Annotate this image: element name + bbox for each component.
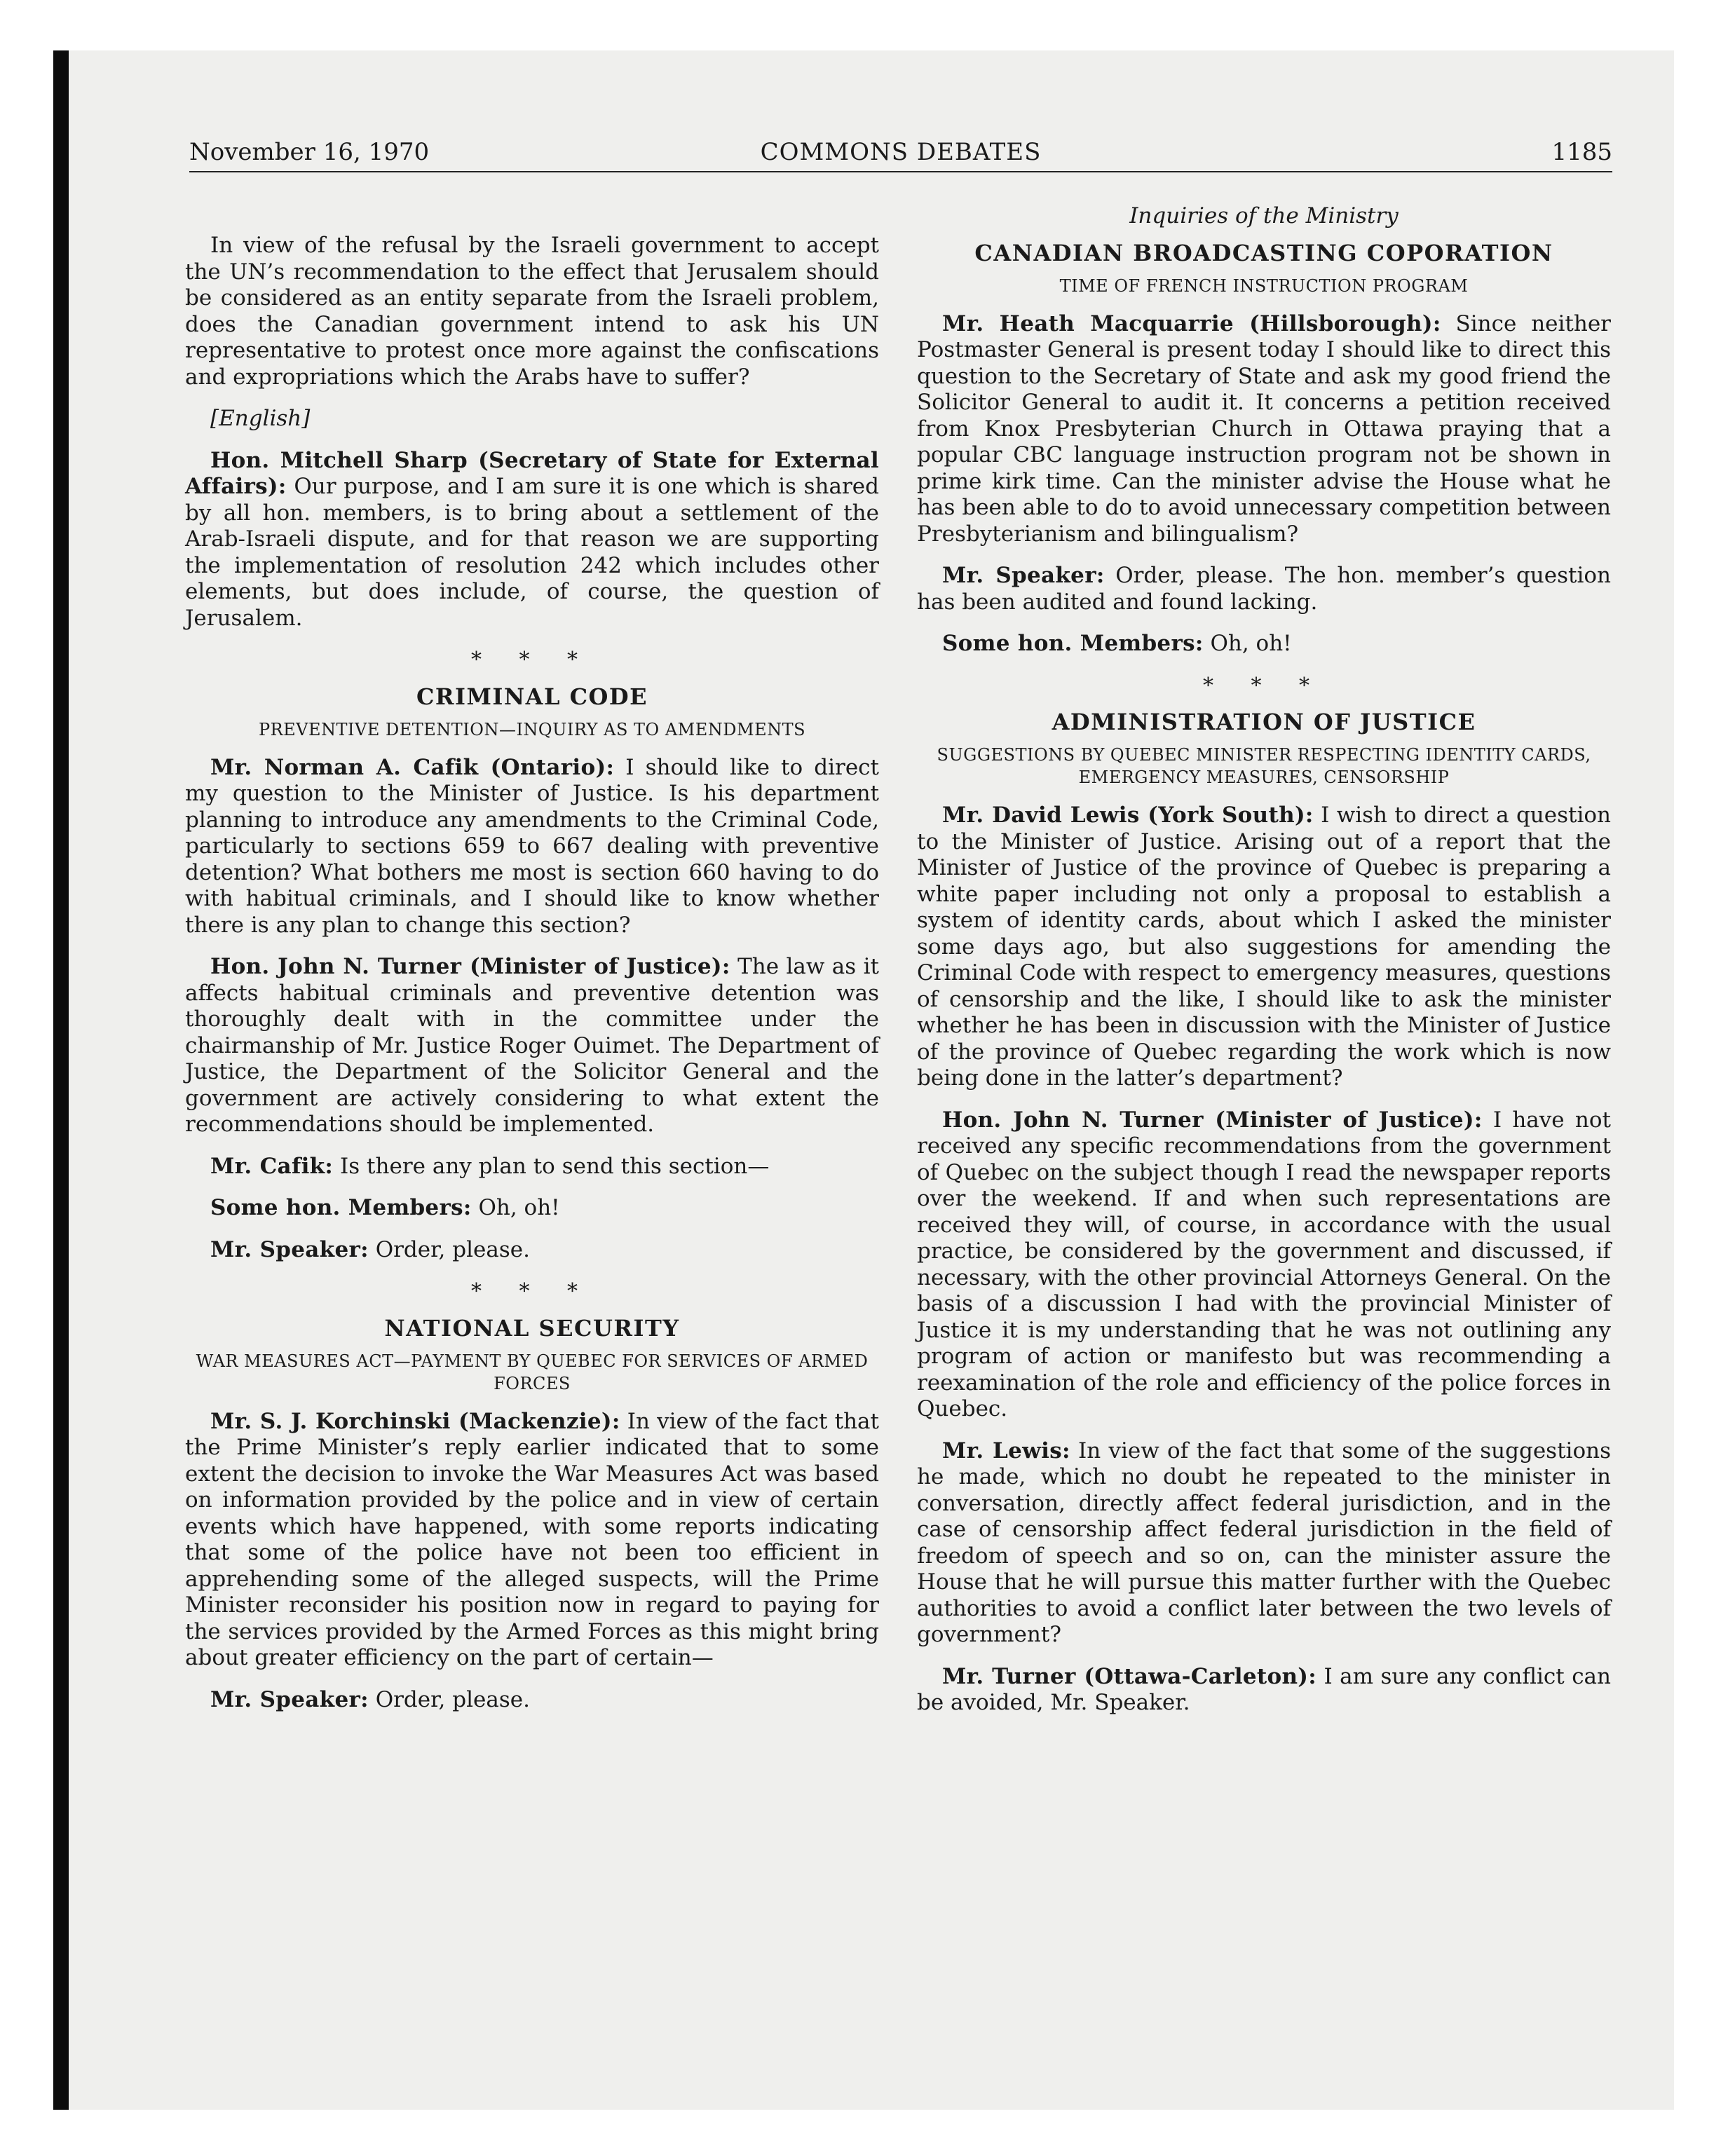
speech-sharp	[185, 448, 879, 632]
running-header	[189, 137, 1612, 175]
speaker-name: Mr. Heath Macquarrie (Hillsborough):	[942, 311, 1441, 336]
subheading-french-instruction: TIME OF FRENCH INSTRUCTION PROGRAM	[1059, 275, 1469, 296]
scan-edge	[53, 50, 69, 2110]
speech-text: Order, please.	[375, 1686, 530, 1712]
speaker-name: Some hon. Members:	[942, 631, 1204, 656]
speech-korchinski	[185, 1409, 879, 1672]
section-separator: * * *	[470, 648, 594, 672]
speaker-name: Mr. Turner (Ottawa-Carleton):	[942, 1663, 1317, 1689]
speech-text: I have not received any specific recommendations from the government of Quebec on the subject though I read the newspaper reports over the weekend. If and when such representations are received they will, of course, in accordance with the usual practice, be considered by the government and discussed, if necessary, with the other provincial Attorneys General. On the basis of a discussion I had with the provincial Minister of Justice it is my understanding that he was not outlining any program of action or manifesto but was recommending a reexamination of the role and efficiency of the police forces in Quebec.	[917, 1107, 1611, 1421]
speech-text: Oh, oh!	[478, 1195, 560, 1220]
speech-text: Is there any plan to send this section—	[340, 1153, 770, 1179]
speaker-name: Mr. Speaker:	[942, 563, 1105, 588]
speaker-name: Some hon. Members:	[210, 1195, 472, 1220]
interjection-members	[185, 1195, 879, 1222]
speech-speaker	[185, 1237, 879, 1264]
right-column	[917, 203, 1611, 1732]
left-column	[185, 233, 879, 1728]
speech-text: Order, please. The hon. member’s question has been audited and found lacking.	[917, 563, 1611, 615]
paragraph-jerusalem: In view of the refusal by the Israeli government to accept the UN’s recommendation to the effect that Jerusalem should be considered as an entity separate from the Israeli problem, does the Canadian government intend to ask his UN representative to protest once more against the confiscations and expropriations which the Arabs have to suffer?	[185, 233, 879, 390]
speaker-name: Mr. David Lewis (York South):	[942, 803, 1314, 828]
speaker-name: Mr. Speaker:	[210, 1686, 369, 1712]
speech-text: In view of the fact that the Prime Minister’s reply earlier indicated that to some extent the decision to invoke the War Measures Act was based on information provided by the police and in view of certain events which have happened, with some reports indicating that some of the police have not been too efficient in apprehending some of the alleged suspects, will the Prime Minister reconsider his position now in regard to paying for the services provided by the Armed Forces as this might bring about greater efficiency on the part of certain—	[185, 1408, 879, 1670]
header-date: November 16, 1970	[189, 138, 430, 166]
speaker-name: Hon. John N. Turner (Minister of Justice):	[210, 954, 730, 979]
speech-lewis	[917, 803, 1611, 1092]
header-rule	[189, 171, 1612, 172]
speech-text: Order, please.	[375, 1236, 530, 1262]
speaker-name: Mr. Speaker:	[210, 1236, 369, 1262]
subheading-preventive-detention: PREVENTIVE DETENTION—INQUIRY AS TO AMENDMENTS	[258, 719, 806, 739]
speaker-name: Hon. Mitchell Sharp (Secretary of State for External Affairs):	[185, 447, 879, 499]
speech-text: I should like to direct my question to the Minister of Justice. Is his department planning to introduce any amendments to the Criminal Code, particularly to sections 659 to 667 dealing with preventive detention? What bothers me most is section 660 having to do with habitual criminals, and I should like to know whether there is any plan to change this section?	[185, 754, 879, 938]
speech-text: I wish to direct a question to the Minister of Justice. Arising out of a report that the Minister of Justice of the province of Quebec is preparing a white paper including not only a proposal to establish a system of identity cards, about which I asked the minister some days ago, but also suggestions for amending the Criminal Code with respect to emergency measures, questions of censorship and the like, I should like to ask the minister whether he has been in discussion with the Minister of Justice of the province of Quebec regarding the work which is now being done in the latter’s department?	[917, 803, 1612, 1091]
section-separator: * * *	[470, 1279, 594, 1304]
inquiries-label: Inquiries of the Ministry	[1129, 203, 1399, 228]
speech-speaker	[917, 563, 1611, 615]
speech-text: The law as it affects habitual criminals and preventive detention was thoroughly dealt with in the committee under the chairmanship of Mr. Justice Roger Ouimet. The Department of Justice, the Department of the Solicitor General and the government are actively considering to what extent the recommendations should be implemented.	[185, 954, 879, 1137]
speech-text: Since neither Postmaster General is present today I should like to direct this question to the Secretary of State and ask my good friend the Solicitor General to audit it. It concerns a petition received from Knox Presbyterian Church in Ottawa praying that a popular CBC language instruction program not be shown in prime kirk time. Can the minister advise the House what he has been able to do to avoid unnecessary competition between Presbyterianism and bilingualism?	[917, 311, 1612, 547]
speaker-name: Mr. Lewis:	[942, 1438, 1070, 1464]
speech-turner	[917, 1107, 1611, 1423]
subheading-war-measures: WAR MEASURES ACT—PAYMENT BY QUEBEC FOR SERVICES OF ARMED FORCES	[196, 1351, 869, 1393]
interjection-members	[917, 631, 1611, 657]
speech-cafik-followup	[185, 1154, 879, 1180]
speech-macquarrie	[917, 311, 1611, 548]
page-number: 1185	[1551, 138, 1612, 166]
heading-cbc: CANADIAN BROADCASTING COPORATION	[974, 239, 1553, 266]
speaker-name: Mr. Cafik:	[210, 1153, 334, 1179]
speech-turner	[185, 954, 879, 1138]
speaker-name: Hon. John N. Turner (Minister of Justice):	[942, 1107, 1483, 1133]
heading-national-security: NATIONAL SECURITY	[384, 1314, 680, 1342]
speech-turner-followup	[917, 1664, 1611, 1717]
header-title: COMMONS DEBATES	[760, 138, 1042, 166]
speech-cafik	[185, 755, 879, 939]
speaker-name: Mr. Norman A. Cafik (Ontario):	[210, 754, 615, 780]
speech-lewis-followup	[917, 1438, 1611, 1649]
language-note: [English]	[210, 406, 311, 431]
speech-text: I am sure any conflict can be avoided, Mr. Speaker.	[917, 1663, 1612, 1715]
section-separator: * * *	[1202, 673, 1326, 698]
subheading-quebec-minister: SUGGESTIONS BY QUEBEC MINISTER RESPECTING IDENTITY CARDS, EMERGENCY MEASURES, CENSORSHIP	[937, 745, 1591, 787]
speech-speaker	[185, 1687, 879, 1714]
speech-text: Oh, oh!	[1210, 631, 1292, 656]
speaker-name: Mr. S. J. Korchinski (Mackenzie):	[210, 1408, 620, 1434]
speech-text: Our purpose, and I am sure it is one which is shared by all hon. members, is to bring about a settlement of the Arab-Israeli dispute, and for that reason we are supporting the implementation of resolution 242 which includes other elements, but does include, of course, the question of Jerusalem.	[185, 474, 880, 631]
heading-administration-of-justice: ADMINISTRATION OF JUSTICE	[1052, 709, 1476, 735]
speech-text: In view of the fact that some of the suggestions he made, which no doubt he repeated to the minister in conversation, directly affect federal jurisdiction, and in the case of censorship affect federal jurisdiction in the field of freedom of speech and so on, can the minister assure the House that he will pursue this matter further with the Quebec authorities to avoid a conflict later between the two levels of government?	[917, 1438, 1612, 1647]
heading-criminal-code: CRIMINAL CODE	[416, 683, 648, 710]
